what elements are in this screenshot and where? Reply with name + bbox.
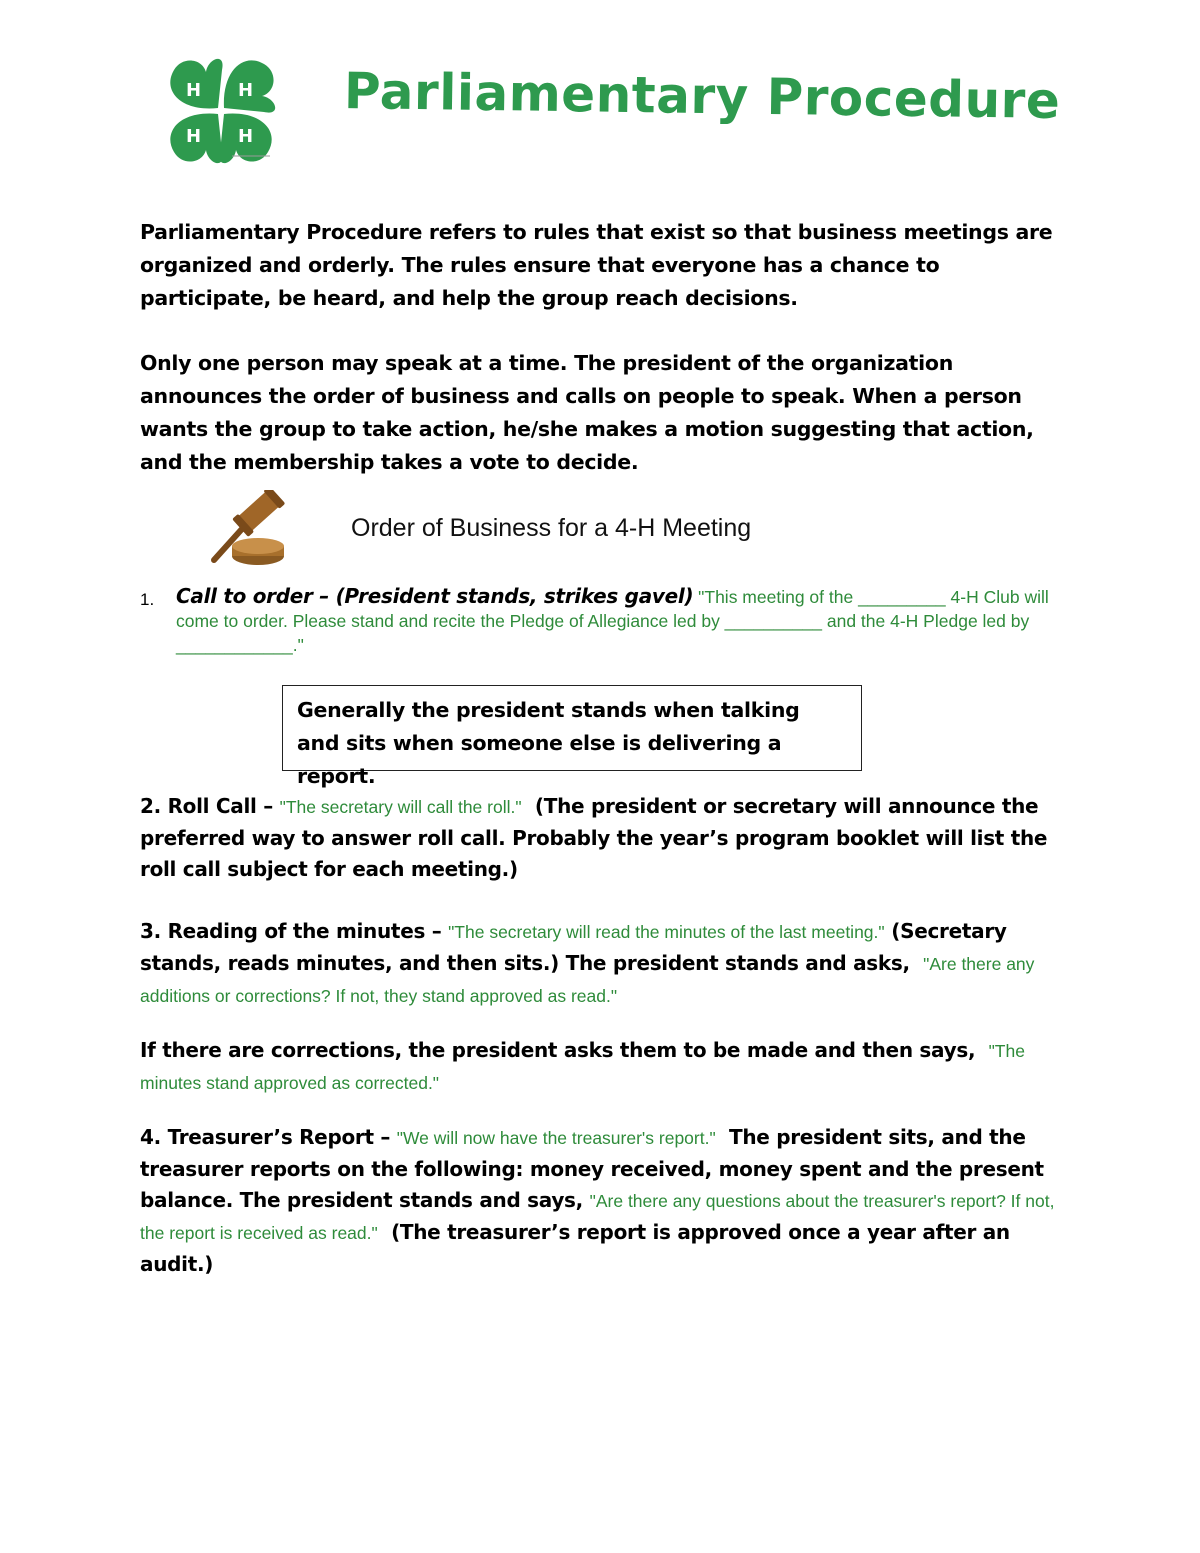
- intro-paragraph-1: Parliamentary Procedure refers to rules that exist so that business meetings are organized and orderly. The rules ensure that everyone has a chance to participate, be heard, and help the group reach decisions.: [140, 220, 1053, 310]
- treasurer-report-quote-2: "Are there any questions about the treasurer's report? If not, the report is received as read.": [140, 1191, 1055, 1243]
- gavel-icon: [206, 490, 292, 570]
- logo-h-bottom-left: H: [186, 126, 202, 147]
- treasurer-report-quote: "We will now have the treasurer's report.": [396, 1128, 716, 1148]
- 4-h-clover-logo-icon: [160, 50, 282, 172]
- reading-minutes-lead: 3. Reading of the minutes –: [140, 919, 442, 943]
- intro-paragraph-2: Only one person may speak at a time. The president of the organization announces the order of business and calls on people to speak. When a person wants the group to take action, he/she makes a motion suggesting that action, and the membership takes a vote to decide.: [140, 351, 1034, 474]
- reading-minutes-text: (Secretary stands, reads minutes, and then sits.) The president stands and asks,: [140, 919, 1007, 975]
- order-of-business-heading: Order of Business for a 4-H Meeting: [351, 514, 752, 542]
- reading-minutes-item: [140, 916, 1065, 1012]
- reading-minutes-quote-2: "Are there any additions or corrections? If not, they stand approved as read.": [140, 954, 1035, 1006]
- call-to-order-lead: Call to order – (President stands, strikes gavel): [176, 584, 694, 608]
- treasurer-report-text: The president sits, and the treasurer reports on the following: money received, money spent and the present balance. The president stands and says,: [140, 1125, 1044, 1212]
- corrections-quote: "The minutes stand approved as corrected.": [140, 1041, 1025, 1093]
- treasurer-report-text-2: (The treasurer’s report is approved once a year after an audit.): [140, 1220, 1010, 1276]
- president-note-box: Generally the president stands when talking and sits when someone else is delivering a report.: [282, 685, 862, 771]
- corrections-text: If there are corrections, the president asks them to be made and then says,: [140, 1038, 976, 1062]
- roll-call-item: [140, 791, 1065, 885]
- page-title: Parliamentary Procedure: [343, 62, 1061, 130]
- treasurer-report-lead: 4. Treasurer’s Report –: [140, 1125, 391, 1149]
- call-to-order-quote: "This meeting of the _________ 4-H Club will come to order. Please stand and recite the Pledge of Allegiance led by __________ and the 4-H Pledge led by ____________.": [176, 587, 1049, 655]
- logo-h-top-right: H: [238, 80, 254, 101]
- roll-call-lead: 2. Roll Call –: [140, 794, 273, 818]
- call-to-order-item: [140, 584, 1070, 657]
- treasurer-report-item: [140, 1122, 1065, 1280]
- roll-call-text: (The president or secretary will announce the preferred way to answer roll call. Probably the year’s program booklet will list the roll call subject for each meeting.): [140, 794, 1048, 881]
- corrections-paragraph: [140, 1035, 1065, 1099]
- logo-h-bottom-right: H: [238, 126, 254, 147]
- roll-call-quote: "The secretary will call the roll.": [279, 797, 522, 817]
- logo-h-top-left: H: [186, 80, 202, 101]
- item-number: 1.: [140, 590, 155, 609]
- reading-minutes-quote: "The secretary will read the minutes of the last meeting.": [448, 922, 885, 942]
